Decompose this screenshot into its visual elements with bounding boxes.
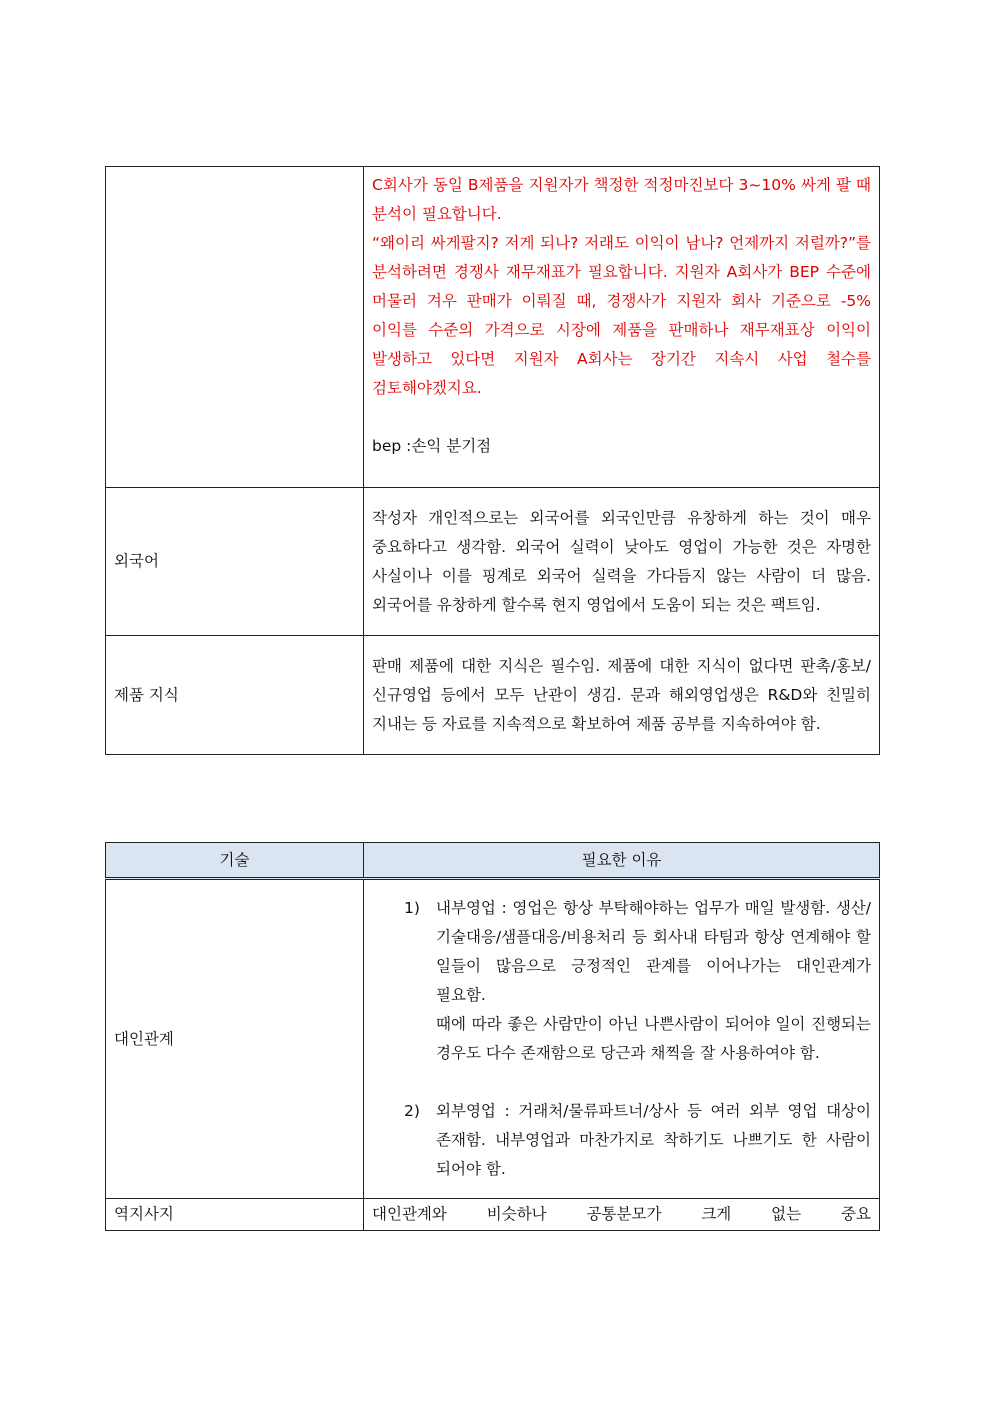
row-label bbox=[106, 167, 364, 488]
skills-table bbox=[105, 842, 880, 1231]
table-header-row bbox=[106, 843, 880, 879]
header-skill: 기술 bbox=[106, 843, 364, 879]
word: 비슷하나 bbox=[486, 1205, 547, 1223]
item-number: 1) bbox=[404, 899, 420, 917]
table-row bbox=[106, 167, 880, 488]
word: 공통분모가 bbox=[586, 1205, 662, 1223]
item-number: 2) bbox=[404, 1102, 420, 1120]
item-text: 내부영업 : 영업은 항상 부탁해야하는 업무가 매일 발생함. 생산/기술대응/샘플대응/비용처리 등 회사내 타팀과 항상 연계해야 할 일들이 많음으로 긍정적인 관계를 이어나가는 대인관계가 필요함. bbox=[436, 899, 871, 1004]
row-content: 판매 제품에 대한 지식은 필수임. 제품에 대한 지식이 없다면 판촉/홍보/신규영업 등에서 모두 난관이 생김. 문과 해외영업생은 R&D와 친밀히 지내는 등 자료를 지속적으로 확보하여 제품 공부를 지속하여야 함. bbox=[364, 636, 880, 755]
info-table-top bbox=[105, 166, 880, 755]
paragraph: “왜이리 싸게팔지? 저게 되나? 저래도 이익이 남나? 언제까지 저럴까?”를 분석하려면 경쟁사 재무재표가 필요합니다. 지원자 A회사가 BEP 수준에 머물러 겨우 판매가 이뤄질 때, 경쟁사가 지원자 회사 기준으로 -5% 이익를 수준의 가격으로 시장에 제품을 판매하나 재무재표상 이익이 발생하고 있다면 지원자 A회사는 장기간 지속시 사업 철수를 검토해야겠지요. bbox=[372, 234, 871, 397]
table-row bbox=[106, 488, 880, 636]
table-row bbox=[106, 1199, 880, 1231]
row-label: 대인관계 bbox=[106, 879, 364, 1199]
table-row bbox=[106, 879, 880, 1199]
paragraph: C회사가 동일 B제품을 지원자가 책정한 적정마진보다 3~10% 싸게 팔 때 분석이 필요합니다. bbox=[372, 176, 871, 223]
bep-note: bep :손익 분기점 bbox=[372, 437, 492, 455]
word: 크게 bbox=[701, 1205, 732, 1223]
word: 중요 bbox=[841, 1205, 871, 1223]
item-extra: 때에 따라 좋은 사람만이 아닌 나쁜사람이 되어야 일이 진행되는 경우도 다수 존재함으로 당근과 채찍을 잘 사용하여야 함. bbox=[436, 1015, 871, 1062]
item-text: 외부영업 : 거래처/물류파트너/상사 등 여러 외부 영업 대상이 존재함. 내부영업과 마찬가지로 착하기도 나쁘기도 한 사람이 되어야 함. bbox=[436, 1102, 871, 1178]
word: 없는 bbox=[771, 1205, 802, 1223]
row-content: 작성자 개인적으로는 외국어를 외국인만큼 유창하게 하는 것이 매우 중요하다고 생각함. 외국어 실력이 낮아도 영업이 가능한 것은 자명한 사실이나 이를 핑계로 외국어 실력을 가다듬지 않는 사람이 더 많음. 외국어를 유창하게 할수록 현지 영업에서 도움이 되는 것은 팩트임. bbox=[364, 488, 880, 636]
table-row bbox=[106, 636, 880, 755]
reason-list bbox=[372, 894, 871, 1184]
list-item bbox=[372, 894, 871, 1097]
spread-text bbox=[372, 1200, 871, 1229]
header-reason: 필요한 이유 bbox=[364, 843, 880, 879]
row-label: 제품 지식 bbox=[106, 636, 364, 755]
list-item bbox=[372, 1097, 871, 1184]
row-label: 역지사지 bbox=[106, 1199, 364, 1231]
row-content bbox=[364, 1199, 880, 1231]
word: 대인관계와 bbox=[372, 1205, 447, 1223]
row-content bbox=[364, 879, 880, 1199]
row-label: 외국어 bbox=[106, 488, 364, 636]
row-content bbox=[364, 167, 880, 488]
